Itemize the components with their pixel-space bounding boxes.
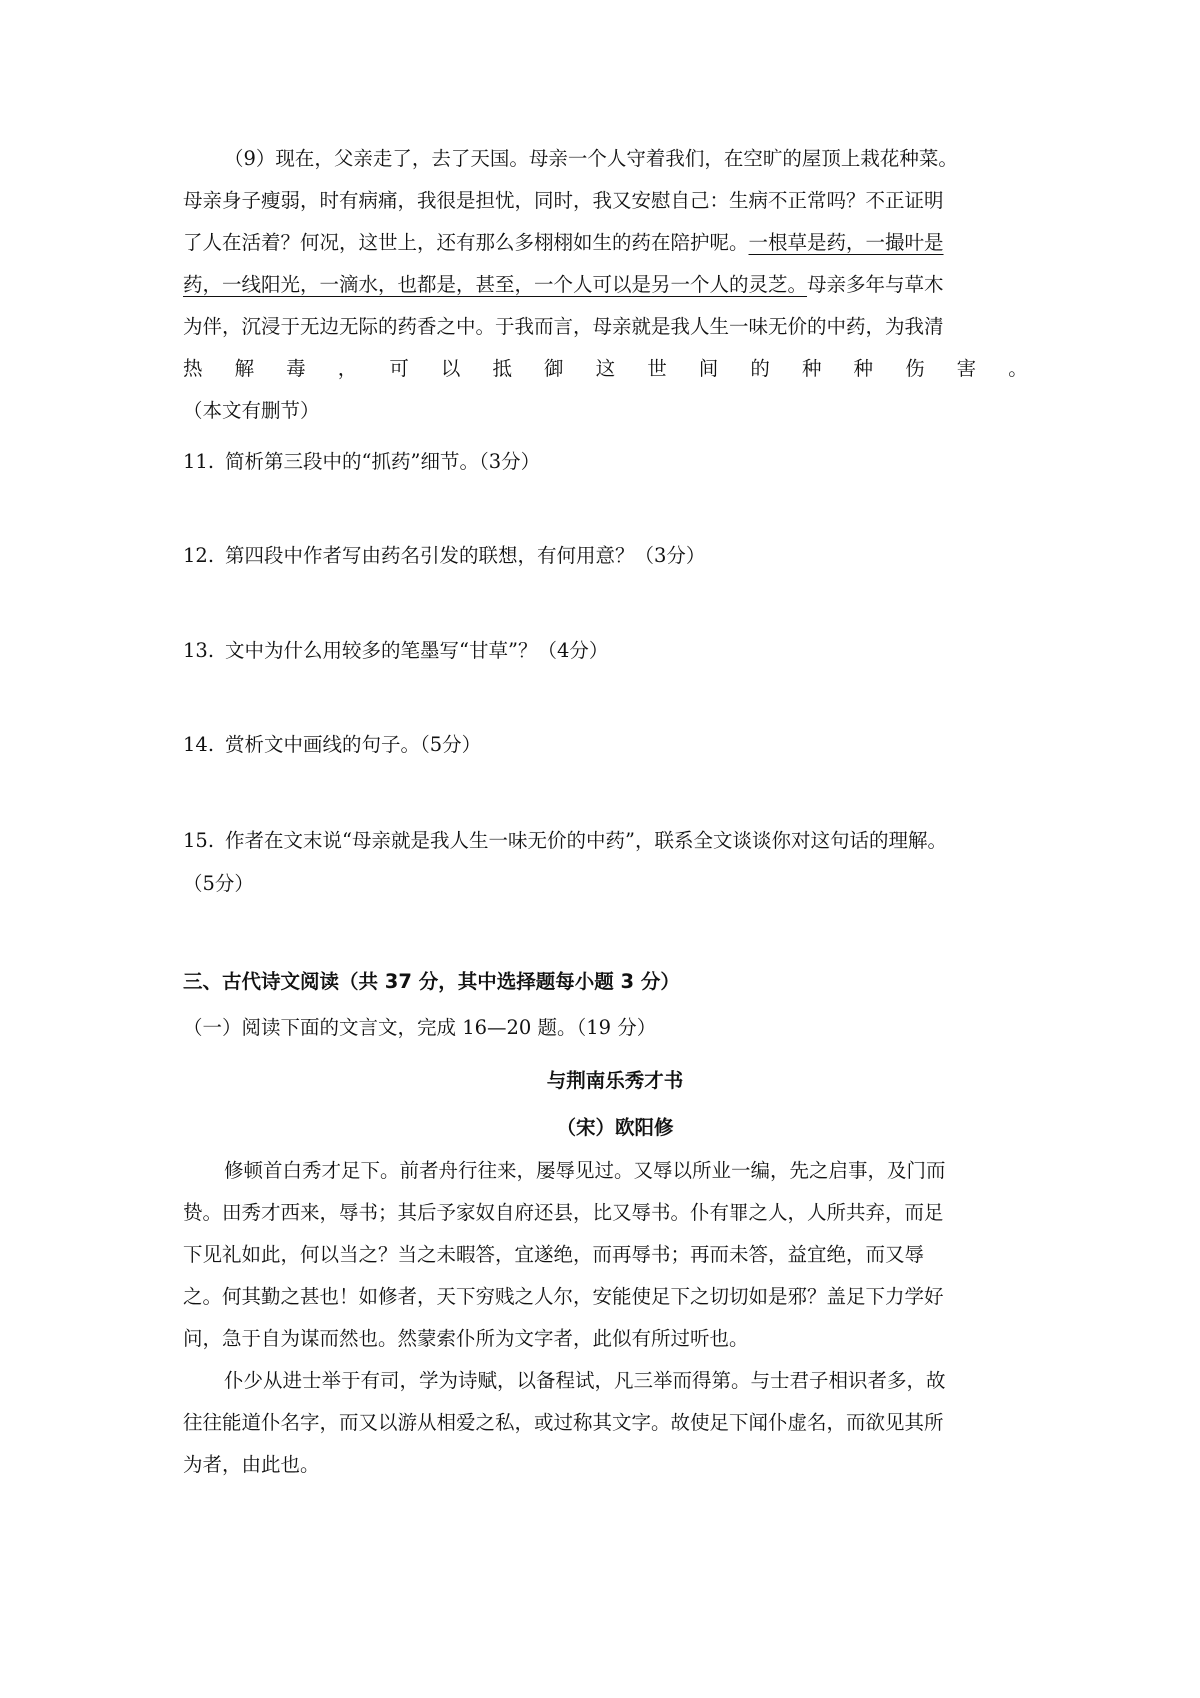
question-12 — [183, 541, 705, 571]
spread-character: 的 — [750, 357, 770, 380]
spread-character: 以 — [440, 357, 461, 380]
passage-line: 母亲身子瘦弱，时有病痛，我很是担忧，同时，我又安慰自己：生病不正常吗？不正证明 — [183, 189, 944, 212]
classical-line: 仆少从进士举于有司，学为诗赋，以备程试，凡三举而得第。与士君子相识者多，故 — [224, 1369, 946, 1392]
spread-character: 世 — [647, 357, 667, 380]
classical-line: 贽。田秀才西来，辱书；其后予家奴自府还县，比又辱书。仆有罪之人，人所共弃，而足 — [183, 1201, 944, 1224]
question-14 — [183, 730, 481, 760]
classical-line: 下见礼如此，何以当之？当之未暇答，宜遂绝，而再辱书；再而未答，益宜绝，而又辱 — [183, 1243, 925, 1266]
question-15 — [183, 826, 947, 856]
classical-line: 为者，由此也。 — [183, 1453, 320, 1476]
question-text: 简析第三段中的“抓药”细节。（3分） — [225, 450, 541, 473]
passage-line-spread — [183, 348, 1028, 390]
spread-character: 可 — [389, 357, 409, 380]
question-number: 12. — [183, 544, 215, 567]
passage-line — [183, 264, 1028, 306]
classical-line: 之。何其勤之甚也！如修者，天下穷贱之人尔，安能使足下之切切如是邪？盖足下力学好 — [183, 1285, 944, 1308]
spread-character: 解 — [234, 357, 255, 380]
question-number: 13. — [183, 639, 215, 662]
spread-character: 伤 — [905, 357, 925, 380]
question-11 — [183, 447, 540, 477]
text-title-label: 与荆南乐秀才书 — [546, 1069, 684, 1092]
classical-paragraph-2 — [183, 1360, 1028, 1486]
question-text: 文中为什么用较多的笔墨写“甘草”？（4分） — [225, 639, 609, 662]
spread-character: 热 — [183, 357, 203, 380]
passage-text: 母亲多年与草木 — [807, 273, 944, 296]
question-number: 15. — [183, 829, 215, 852]
spread-character: 间 — [698, 357, 719, 380]
underlined-sentence: 药，一线阳光，一滴水，也都是，甚至，一个人可以是另一个人的灵芝。 — [183, 273, 808, 296]
spread-character: 御 — [544, 357, 564, 380]
question-text: 第四段中作者写由药名引发的联想，有何用意？（3分） — [225, 544, 706, 567]
question-number: 14. — [183, 733, 215, 756]
text-author-label: （宋）欧阳修 — [556, 1116, 674, 1139]
text-title — [0, 1065, 1200, 1093]
classical-line: 修顿首白秀才足下。前者舟行往来，屡辱见过。又辱以所业一编，先之启事，及门而 — [224, 1159, 946, 1182]
question-13 — [183, 636, 608, 666]
classical-line: 问，急于自为谋而然也。然蒙索仆所为文字者，此似有所过听也。 — [183, 1327, 749, 1350]
abridgement-note: （本文有删节） — [183, 399, 320, 422]
spread-character: 这 — [595, 357, 616, 380]
question-15-continuation: （5分） — [183, 872, 254, 895]
question-text: 作者在文末说“母亲就是我人生一味无价的中药”，联系全文谈谈你对这句话的理解。 — [225, 829, 947, 852]
passage-line — [183, 222, 1028, 264]
question-text: 赏析文中画线的句子。（5分） — [225, 733, 482, 756]
question-number: 11. — [183, 450, 215, 473]
spread-character: 毒 — [286, 357, 306, 380]
underlined-sentence: 一根草是药，一撮叶是 — [748, 231, 944, 254]
passage-line: （9）现在，父亲走了，去了天国。母亲一个人守着我们，在空旷的屋顶上栽花种菜。 — [224, 147, 958, 170]
spread-character: 抵 — [492, 357, 512, 380]
passage-line: 为伴，沉浸于无边无际的药香之中。于我而言，母亲就是我人生一味无价的中药，为我清 — [183, 315, 944, 338]
section-heading: 三、古代诗文阅读（共 37 分，其中选择题每小题 3 分） — [183, 970, 680, 993]
spread-character: 种 — [801, 357, 822, 380]
passage-paragraph-9 — [183, 138, 1028, 432]
passage-text: 了人在活着？何况，这世上，还有那么多栩栩如生的药在陪护呢。 — [183, 231, 749, 254]
spread-character: ， — [337, 357, 358, 380]
subsection-instruction: （一）阅读下面的文言文，完成 16—20 题。（19 分） — [183, 1016, 657, 1039]
classical-paragraph-1 — [183, 1150, 1028, 1360]
text-author — [0, 1112, 1200, 1140]
spread-character: 种 — [853, 357, 874, 380]
spread-character: 。 — [1008, 357, 1028, 380]
spread-character: 害 — [956, 357, 977, 380]
classical-line: 往往能道仆名字，而又以游从相爱之私，或过称其文字。故使足下闻仆虚名，而欲见其所 — [183, 1411, 944, 1434]
